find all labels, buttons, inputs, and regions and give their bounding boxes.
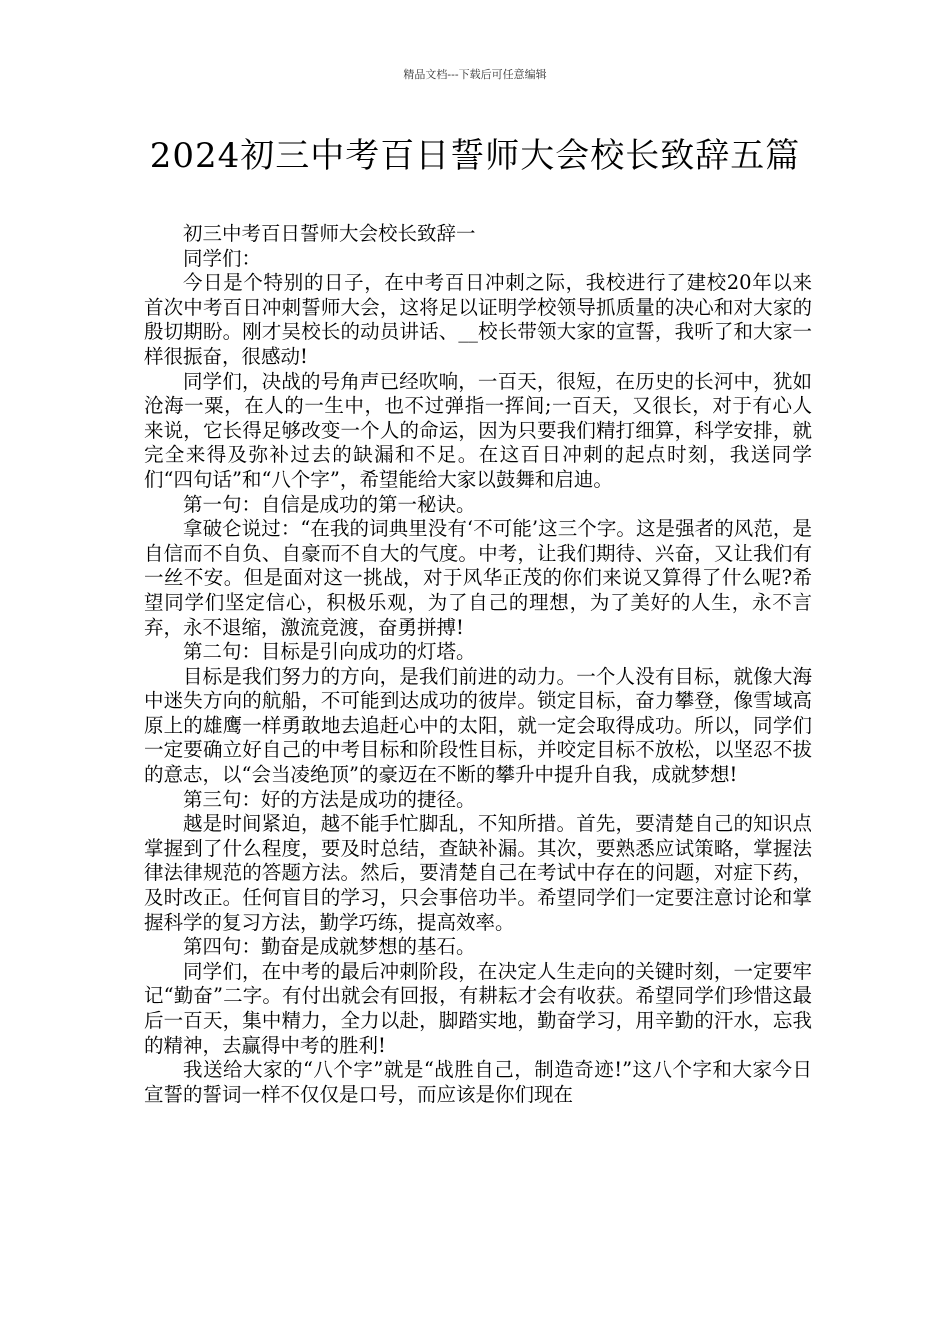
body-paragraph: 拿破仑说过：“在我的词典里没有‘不可能’这三个字。这是强者的风范，是自信而不自负、自豪而不自大的气度。中考，让我们期待、兴奋，又让我们有一丝不安。但是面对这一挑战，对于风华正茂的你们来说又算得了什么呢?希望同学们坚定信心，积极乐观，为了自己的理想，为了美好的人生，永不言弃，永不退缩，激流竞渡，奋勇拼搏! — [144, 517, 812, 639]
point-heading: 第二句：目标是引向成功的灯塔。 — [183, 640, 476, 664]
point-heading: 第四句：勤奋是成就梦想的基石。 — [183, 935, 476, 959]
body-paragraph: 我送给大家的“八个字”就是“战胜自己，制造奇迹!”这八个字和大家今日宣誓的誓词一样不仅仅是口号，而应该是你们现在 — [144, 1058, 812, 1106]
document-title: 2024初三中考百日誓师大会校长致辞五篇 — [149, 136, 801, 176]
body-paragraph: 目标是我们努力的方向，是我们前进的动力。一个人没有目标，就像大海中迷失方向的航船，不可能到达成功的彼岸。锁定目标，奋力攀登，像雪域高原上的雄鹰一样勇敢地去追赶心中的太阳，就一定会取得成功。所以，同学们一定要确立好自己的中考目标和阶段性目标，并咬定目标不放松，以坚忍不拔的意志，以“会当凌绝顶”的豪迈在不断的攀升中提升自我，成就梦想! — [144, 664, 812, 787]
body-paragraph: 今日是个特别的日子，在中考百日冲刺之际，我校进行了建校20年以来首次中考百日冲刺誓师大会，这将足以证明学校领导抓质量的决心和对大家的殷切期盼。刚才吴校长的动员讲话、__校长带领大家的宣誓，我听了和大家一样很振奋，很感动! — [144, 271, 812, 368]
point-heading: 第一句：自信是成功的第一秘诀。 — [183, 492, 476, 516]
body-paragraph: 同学们，在中考的最后冲刺阶段，在决定人生走向的关键时刻，一定要牢记“勤奋”二字。有付出就会有回报，有耕耘才会有收获。希望同学们珍惜这最后一百天，集中精力，全力以赴，脚踏实地，勤奋学习，用辛勤的汗水，忘我的精神，去赢得中考的胜利! — [144, 959, 812, 1057]
section-heading: 初三中考百日誓师大会校长致辞一 — [183, 222, 476, 245]
body-paragraph: 越是时间紧迫，越不能手忙脚乱，不知所措。首先，要清楚自己的知识点掌握到了什么程度，要及时总结，查缺补漏。其次，要熟悉应试策略，掌握法律法律规范的答题方法。然后，要清楚自己在考试中存在的问题，对症下药，及时改正。任何盲目的学习，只会事倍功半。希望同学们一定要注意讨论和掌握科学的复习方法，勤学巧练，提高效率。 — [144, 812, 812, 934]
point-heading: 第三句：好的方法是成功的捷径。 — [183, 787, 476, 811]
header-note: 精品文档---下载后可任意编辑 — [403, 68, 547, 81]
body-paragraph: 同学们，决战的号角声已经吹响，一百天，很短，在历史的长河中，犹如沧海一粟，在人的一生中，也不过弹指一挥间;一百天，又很长，对于有心人来说，它长得足够改变一个人的命运，因为只要我们精打细算，科学安排，就完全来得及弥补过去的缺漏和不足。在这百日冲刺的起点时刻，我送同学们“四句话”和“八个字”，希望能给大家以鼓舞和启迪。 — [144, 369, 812, 491]
document-body — [144, 222, 812, 1107]
salutation: 同学们： — [183, 246, 262, 270]
